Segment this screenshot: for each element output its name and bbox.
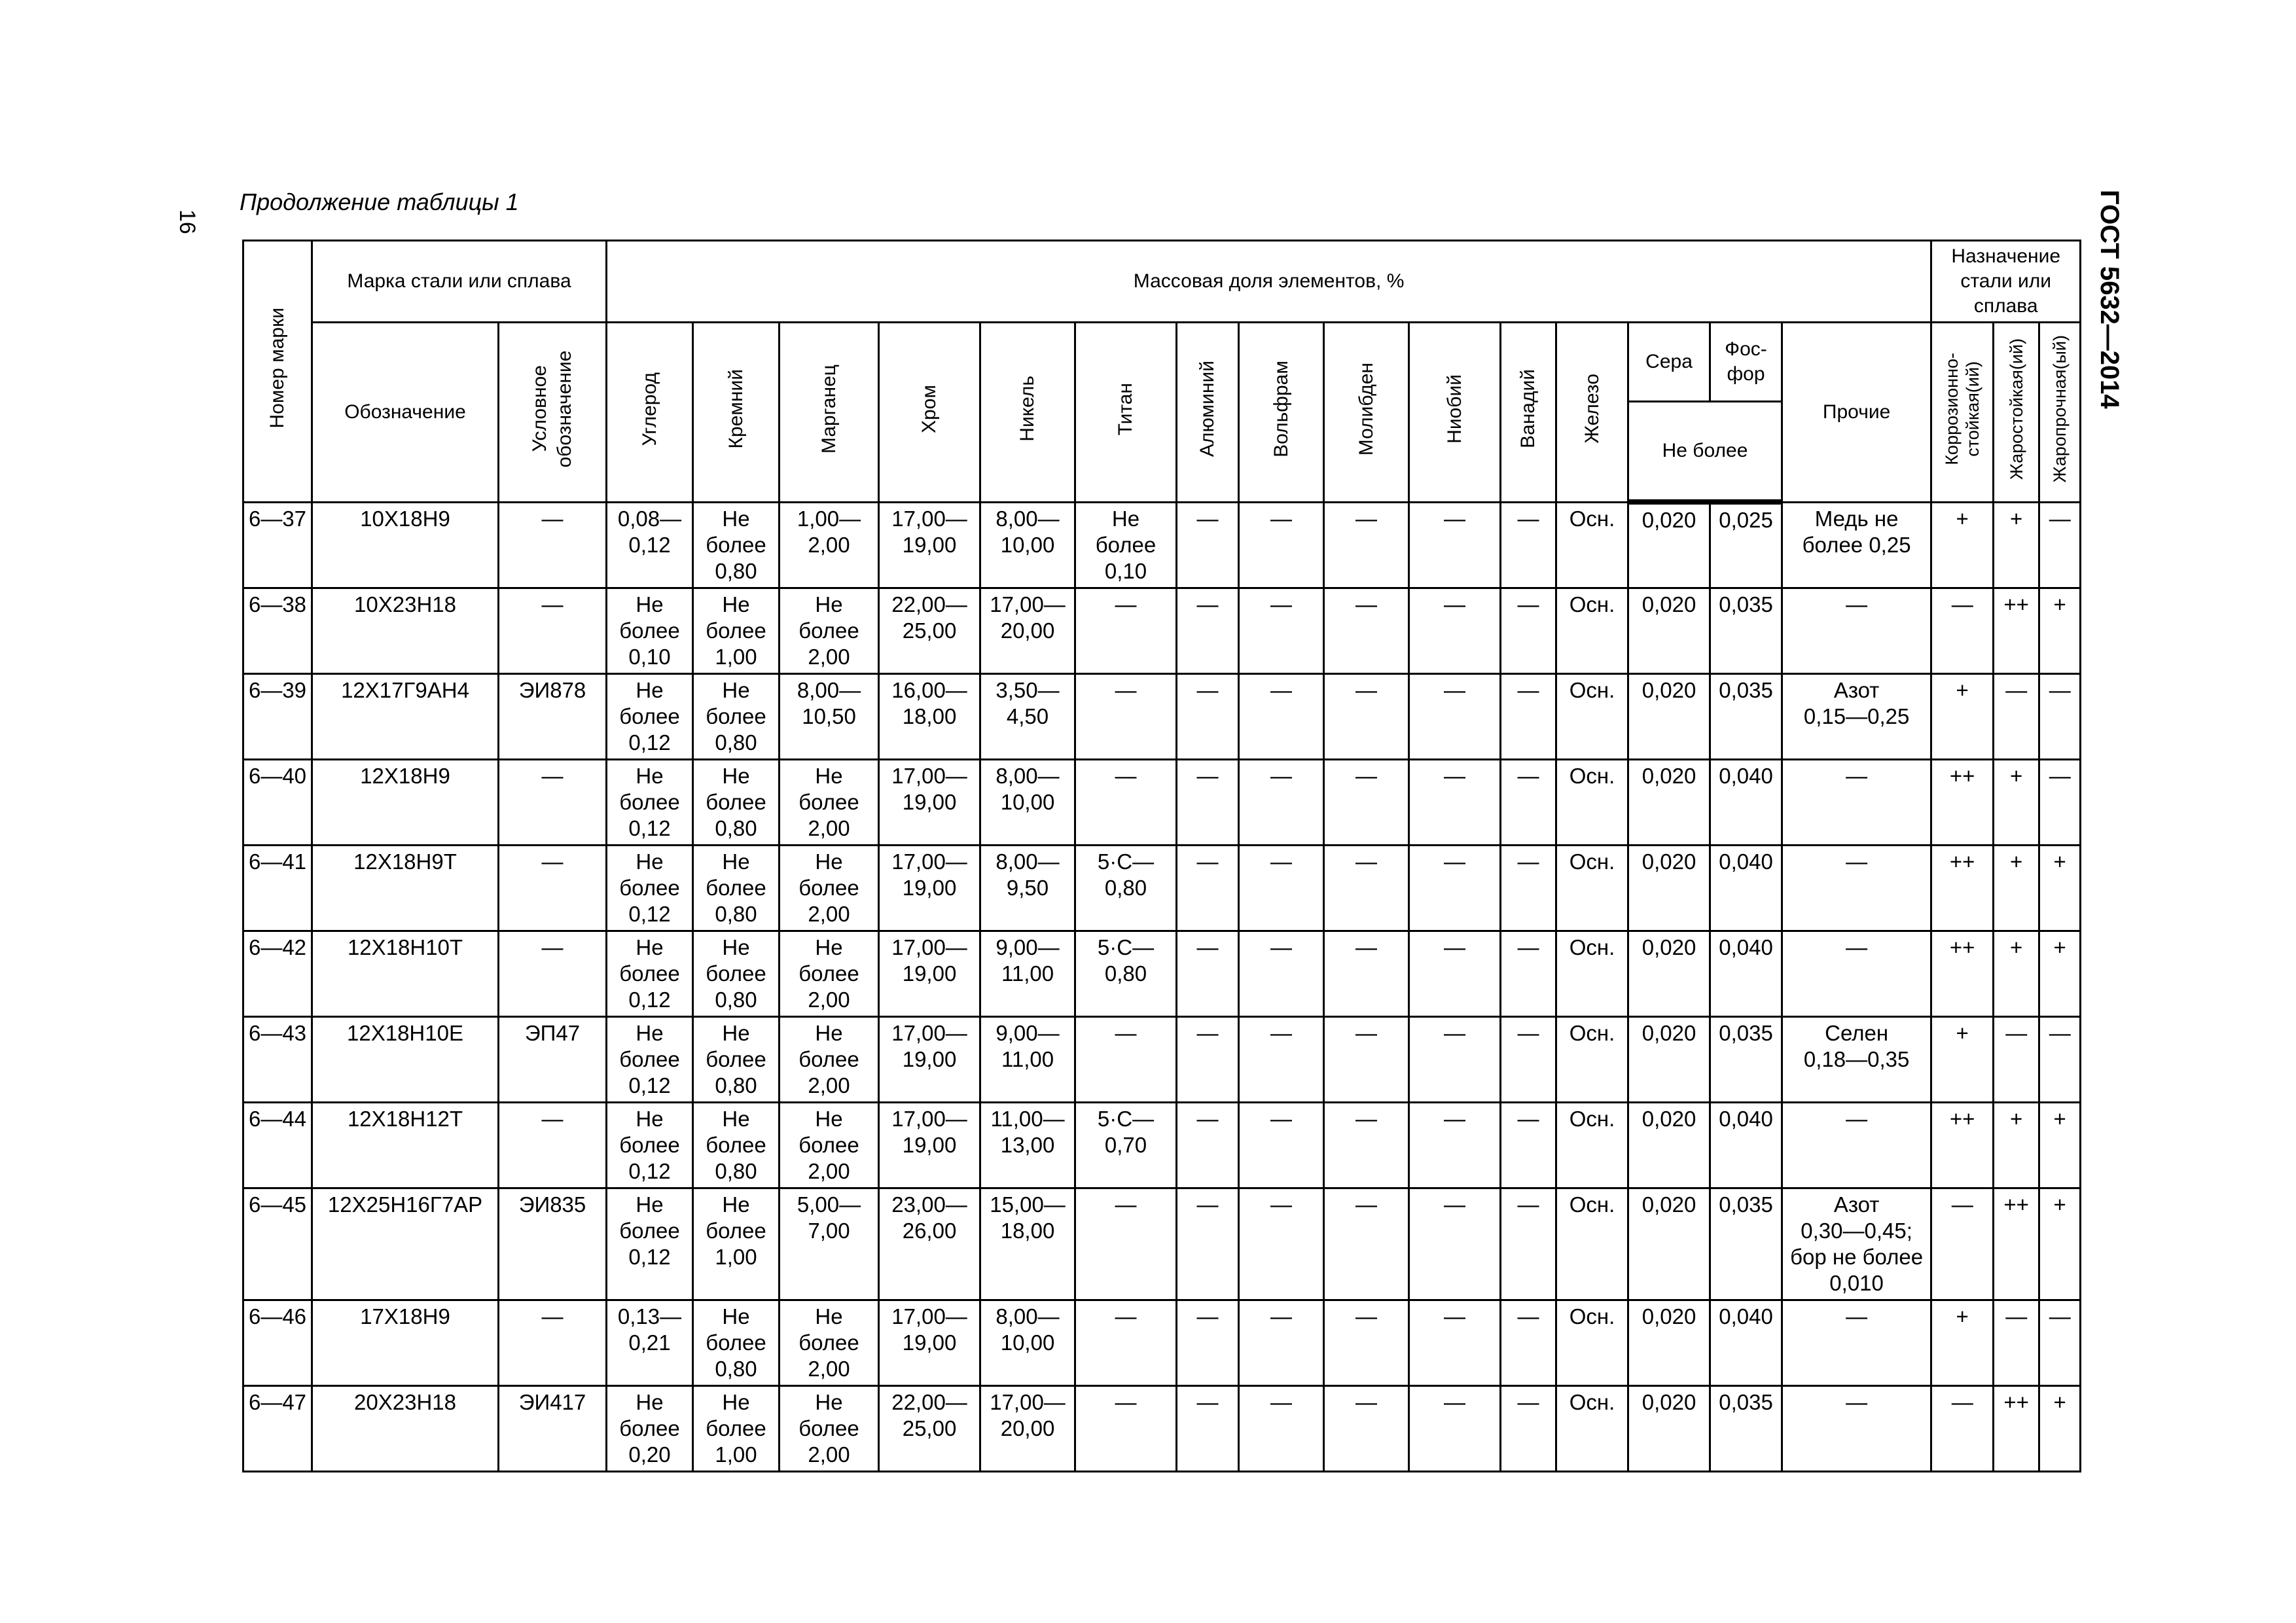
table-cell: — [2039,1300,2081,1385]
table-cell: 8,00— 9,50 [980,845,1075,931]
table-cell: Осн. [1556,1300,1628,1385]
table-row [243,502,2081,588]
header-designation: Обозначение [312,323,499,503]
table-cell: — [1782,1300,1931,1385]
table-cell: + [2039,845,2081,931]
table-cell: — [1075,1188,1177,1300]
table-cell: Осн. [1556,502,1628,588]
table-cell: — [1931,588,1994,673]
table-cell: 0,035 [1710,1188,1782,1300]
table-cell: 8,00— 10,00 [980,759,1075,845]
table-cell: — [1409,673,1501,759]
table-cell: — [1409,1385,1501,1471]
table-cell: — [1409,845,1501,931]
header-molybdenum: Молибден [1324,323,1409,503]
table-cell: — [1324,502,1409,588]
table-cell: — [1239,1385,1324,1471]
table-cell: ЭИ417 [499,1385,607,1471]
table-cell: Осн. [1556,845,1628,931]
table-cell: — [1409,931,1501,1016]
table-cell: — [1409,1016,1501,1102]
table-cell: ++ [1994,1188,2039,1300]
table-cell: — [1239,673,1324,759]
table-cell: 8,00— 10,00 [980,1300,1075,1385]
table-cell: — [1324,931,1409,1016]
table-cell: ЭИ878 [499,673,607,759]
table-cell: ++ [1931,1102,1994,1188]
table-cell: Осн. [1556,931,1628,1016]
table-cell: — [1501,1102,1556,1188]
table-cell: — [499,1102,607,1188]
table-cell: Селен 0,18—0,35 [1782,1016,1931,1102]
table-cell: Не более 1,00 [693,588,780,673]
table-cell: 15,00— 18,00 [980,1188,1075,1300]
table-cell: — [1501,502,1556,588]
table-cell: — [1409,502,1501,588]
table-cell: — [1177,1385,1239,1471]
table-row [243,931,2081,1016]
table-cell: + [1931,673,1994,759]
table-cell: — [1501,759,1556,845]
table-cell: 6—43 [243,1016,312,1102]
table-cell: 0,020 [1628,1300,1710,1385]
table-cell: — [1782,588,1931,673]
header-heat-resistant: Жаростойкая(ий) [1994,323,2039,503]
table-cell: Не более 2,00 [780,1016,879,1102]
table-cell: 12Х18Н10Е [312,1016,499,1102]
header-not-more: Не более [1628,402,1782,503]
table-cell: ++ [1994,588,2039,673]
table-cell: 0,020 [1628,502,1710,588]
table-cell: — [2039,759,2081,845]
table-cell: — [1177,759,1239,845]
table-cell: — [1239,845,1324,931]
header-heat-strong: Жаропрочная(ый) [2039,323,2081,503]
table-cell: — [1239,502,1324,588]
table-cell: ++ [1931,759,1994,845]
table-cell: 0,020 [1628,1016,1710,1102]
table-cell: — [1324,1188,1409,1300]
table-cell: 0,025 [1710,502,1782,588]
table-cell: Не более 2,00 [780,759,879,845]
table-cell: Осн. [1556,1102,1628,1188]
header-num: Номер марки [243,241,312,503]
table-cell: Не более 0,20 [607,1385,693,1471]
table-cell: — [1239,1300,1324,1385]
header-nickel: Никель [980,323,1075,503]
table-cell: 17,00— 19,00 [879,1102,980,1188]
table-cell: + [2039,931,2081,1016]
table-cell: Осн. [1556,1385,1628,1471]
table-cell: 6—40 [243,759,312,845]
table-cell: + [1931,1016,1994,1102]
table-cell: 17,00— 19,00 [879,759,980,845]
table-cell: 5·С— 0,70 [1075,1102,1177,1188]
table-caption: Продолжение таблицы 1 [240,188,519,215]
table-cell: — [2039,673,2081,759]
table-cell: — [2039,1016,2081,1102]
table-cell: 17,00— 20,00 [980,1385,1075,1471]
header-aluminum: Алюминий [1177,323,1239,503]
table-cell: — [499,1300,607,1385]
steel-composition-table [242,240,2081,1472]
table-cell: ++ [1931,931,1994,1016]
table-cell: Не более 0,12 [607,1188,693,1300]
table-cell: 6—41 [243,845,312,931]
table-cell: — [1239,588,1324,673]
table-cell: 0,08— 0,12 [607,502,693,588]
table-cell: Осн. [1556,759,1628,845]
table-cell: 0,040 [1710,759,1782,845]
table-cell: 17,00— 19,00 [879,1300,980,1385]
table-cell: — [1324,759,1409,845]
table-cell: — [1324,1102,1409,1188]
table-row [243,845,2081,931]
table-cell: Не более 0,80 [693,759,780,845]
table-cell: 0,020 [1628,845,1710,931]
table-cell: 17,00— 19,00 [879,502,980,588]
table-cell: — [1409,588,1501,673]
table-cell: Не более 0,80 [693,1300,780,1385]
table-cell: — [1782,845,1931,931]
table-cell: 10Х18Н9 [312,502,499,588]
table-cell: Не более 0,80 [693,845,780,931]
table-cell: 12Х25Н16Г7АР [312,1188,499,1300]
header-other: Прочие [1782,323,1931,503]
table-cell: — [1177,502,1239,588]
table-cell: 8,00— 10,50 [780,673,879,759]
header-silicon: Кремний [693,323,780,503]
table-cell: — [1075,1385,1177,1471]
table-cell: + [2039,588,2081,673]
table-cell: + [1994,502,2039,588]
table-cell: Осн. [1556,1188,1628,1300]
table-cell: — [1324,1385,1409,1471]
table-cell: 0,040 [1710,931,1782,1016]
table-cell: — [1177,1102,1239,1188]
table-cell: Не более 0,80 [693,673,780,759]
table-cell: — [1501,588,1556,673]
table-cell: — [1177,1016,1239,1102]
table-cell: — [1994,1016,2039,1102]
table-cell: — [1409,1188,1501,1300]
table-cell: — [1501,1300,1556,1385]
table-cell: — [1239,1016,1324,1102]
table-cell: — [1782,759,1931,845]
table-cell: + [1994,845,2039,931]
header-tungsten: Вольфрам [1239,323,1324,503]
table-cell: 6—42 [243,931,312,1016]
table-row [243,588,2081,673]
header-corrosion: Коррозионно- стойкая(ий) [1931,323,1994,503]
table-cell: — [1931,1188,1994,1300]
table-cell: 0,040 [1710,845,1782,931]
header-manganese: Марганец [780,323,879,503]
table-cell: Не более 0,80 [693,1102,780,1188]
header-grade: Марка стали или сплава [312,241,607,323]
table-cell: ЭИ835 [499,1188,607,1300]
table-cell: — [1239,759,1324,845]
table-cell: — [1994,673,2039,759]
header-titanium: Титан [1075,323,1177,503]
table-cell: Не более 2,00 [780,1300,879,1385]
table-cell: — [2039,502,2081,588]
table-cell: 6—47 [243,1385,312,1471]
table-cell: — [1239,1102,1324,1188]
table-cell: — [1501,673,1556,759]
table-cell: 12Х17Г9АН4 [312,673,499,759]
table-cell: Не более 0,12 [607,1016,693,1102]
table-cell: — [1075,588,1177,673]
table-cell: — [1324,673,1409,759]
table-cell: Азот 0,30—0,45; бор не более 0,010 [1782,1188,1931,1300]
table-cell: 12Х18Н9Т [312,845,499,931]
table-cell: 5·С— 0,80 [1075,931,1177,1016]
table-cell: 0,13— 0,21 [607,1300,693,1385]
table-cell: 0,020 [1628,673,1710,759]
table-cell: 0,035 [1710,588,1782,673]
table-cell: Осн. [1556,673,1628,759]
table-cell: Не более 0,12 [607,931,693,1016]
table-cell: 12Х18Н12Т [312,1102,499,1188]
table-cell: 16,00— 18,00 [879,673,980,759]
table-cell: — [1177,845,1239,931]
table-cell: Осн. [1556,1016,1628,1102]
table-cell: Азот 0,15—0,25 [1782,673,1931,759]
table-cell: 0,035 [1710,1385,1782,1471]
table-cell: 5·С— 0,80 [1075,845,1177,931]
table-cell: 0,020 [1628,1188,1710,1300]
table-cell: 22,00— 25,00 [879,1385,980,1471]
table-cell: — [1931,1385,1994,1471]
table-cell: Не более 0,80 [693,931,780,1016]
header-purpose: Назначение стали или сплава [1931,241,2081,323]
table-cell: — [1075,1300,1177,1385]
table-cell: + [1994,759,2039,845]
table-cell: — [1501,1016,1556,1102]
header-vanadium: Ванадий [1501,323,1556,503]
table-cell: — [1324,845,1409,931]
table-cell: 17,00— 19,00 [879,845,980,931]
table-cell: — [499,931,607,1016]
header-carbon: Углерод [607,323,693,503]
header-phosphorus: Фос- фор [1710,323,1782,402]
table-cell: Не более 2,00 [780,588,879,673]
table-cell: + [2039,1188,2081,1300]
table-row [243,673,2081,759]
table-cell: 10Х23Н18 [312,588,499,673]
table-cell: Не более 0,10 [607,588,693,673]
table-cell: — [1782,931,1931,1016]
table-cell: — [1177,1188,1239,1300]
table-cell: — [1177,588,1239,673]
header-chrome: Хром [879,323,980,503]
table-cell: — [1075,759,1177,845]
table-cell: 9,00— 11,00 [980,1016,1075,1102]
table-cell: Не более 0,12 [607,1102,693,1188]
standard-title: ГОСТ 5632—2014 [2095,190,2124,409]
table-cell: Не более 2,00 [780,931,879,1016]
table-cell: — [1177,1300,1239,1385]
table-cell: 6—46 [243,1300,312,1385]
table-cell: — [1239,931,1324,1016]
table-cell: 0,020 [1628,759,1710,845]
table-cell: 6—45 [243,1188,312,1300]
table-cell: Не более 2,00 [780,1102,879,1188]
table-cell: + [1931,1300,1994,1385]
table-cell: 0,035 [1710,673,1782,759]
table-cell: — [1324,588,1409,673]
header-iron: Железо [1556,323,1628,503]
table-row [243,1016,2081,1102]
table-row [243,1102,2081,1188]
table-cell: — [1994,1300,2039,1385]
table-row [243,1385,2081,1471]
header-mass-fraction: Массовая доля элементов, % [607,241,1931,323]
table-row [243,759,2081,845]
table-cell: Не более 0,80 [693,502,780,588]
table-cell: 0,020 [1628,588,1710,673]
table-cell: — [499,845,607,931]
table-cell: 11,00— 13,00 [980,1102,1075,1188]
table-cell: Не более 1,00 [693,1188,780,1300]
table-cell: — [1177,931,1239,1016]
table-row [243,1188,2081,1300]
table-cell: 6—38 [243,588,312,673]
table-cell: 0,020 [1628,931,1710,1016]
table-cell: — [1239,1188,1324,1300]
table-cell: 12Х18Н10Т [312,931,499,1016]
table-cell: 0,040 [1710,1300,1782,1385]
table-cell: — [499,759,607,845]
table-cell: Не более 0,12 [607,845,693,931]
table-cell: 5,00— 7,00 [780,1188,879,1300]
table-cell: 8,00— 10,00 [980,502,1075,588]
table-cell: — [1501,845,1556,931]
table-body [243,502,2081,1471]
table-cell: 1,00— 2,00 [780,502,879,588]
table-cell: — [1075,673,1177,759]
table-cell: + [1994,1102,2039,1188]
table-cell: ++ [1931,845,1994,931]
table-cell: 17Х18Н9 [312,1300,499,1385]
table-cell: Не более 0,10 [1075,502,1177,588]
page-number: 16 [175,209,200,234]
table-cell: 17,00— 19,00 [879,1016,980,1102]
table-cell: — [1409,1102,1501,1188]
header-sulfur: Сера [1628,323,1710,402]
table-cell: 6—44 [243,1102,312,1188]
table-cell: 12Х18Н9 [312,759,499,845]
table-cell: Осн. [1556,588,1628,673]
table-cell: — [1409,1300,1501,1385]
table-cell: 9,00— 11,00 [980,931,1075,1016]
table-cell: — [1501,1385,1556,1471]
table-cell: — [1409,759,1501,845]
header-conventional: Условное обозначение [499,323,607,503]
table-cell: ЭП47 [499,1016,607,1102]
table-cell: 0,020 [1628,1102,1710,1188]
table-cell: Не более 0,12 [607,759,693,845]
table-cell: Не более 1,00 [693,1385,780,1471]
table-cell: 0,035 [1710,1016,1782,1102]
table-cell: 22,00— 25,00 [879,588,980,673]
table-cell: ++ [1994,1385,2039,1471]
table-cell: — [1324,1300,1409,1385]
table-cell: — [1501,1188,1556,1300]
table-cell: 6—37 [243,502,312,588]
table-cell: + [2039,1102,2081,1188]
table-cell: Медь не более 0,25 [1782,502,1931,588]
table-cell: — [1075,1016,1177,1102]
table-cell: — [1782,1102,1931,1188]
table-cell: + [2039,1385,2081,1471]
header-niobium: Ниобий [1409,323,1501,503]
table-cell: Не более 0,12 [607,673,693,759]
table-cell: — [499,588,607,673]
table-cell: — [499,502,607,588]
table-cell: 3,50— 4,50 [980,673,1075,759]
table-cell: 0,040 [1710,1102,1782,1188]
table-cell: + [1931,502,1994,588]
table-cell: — [1177,673,1239,759]
table-cell: Не более 2,00 [780,845,879,931]
table-cell: 17,00— 20,00 [980,588,1075,673]
table-cell: 17,00— 19,00 [879,931,980,1016]
table-cell: + [1994,931,2039,1016]
table-cell: 20Х23Н18 [312,1385,499,1471]
table-cell: Не более 2,00 [780,1385,879,1471]
table-cell: — [1782,1385,1931,1471]
table-row [243,1300,2081,1385]
table-cell: 0,020 [1628,1385,1710,1471]
table-cell: Не более 0,80 [693,1016,780,1102]
table-cell: 6—39 [243,673,312,759]
table-cell: 23,00— 26,00 [879,1188,980,1300]
table-cell: — [1501,931,1556,1016]
table-cell: — [1324,1016,1409,1102]
